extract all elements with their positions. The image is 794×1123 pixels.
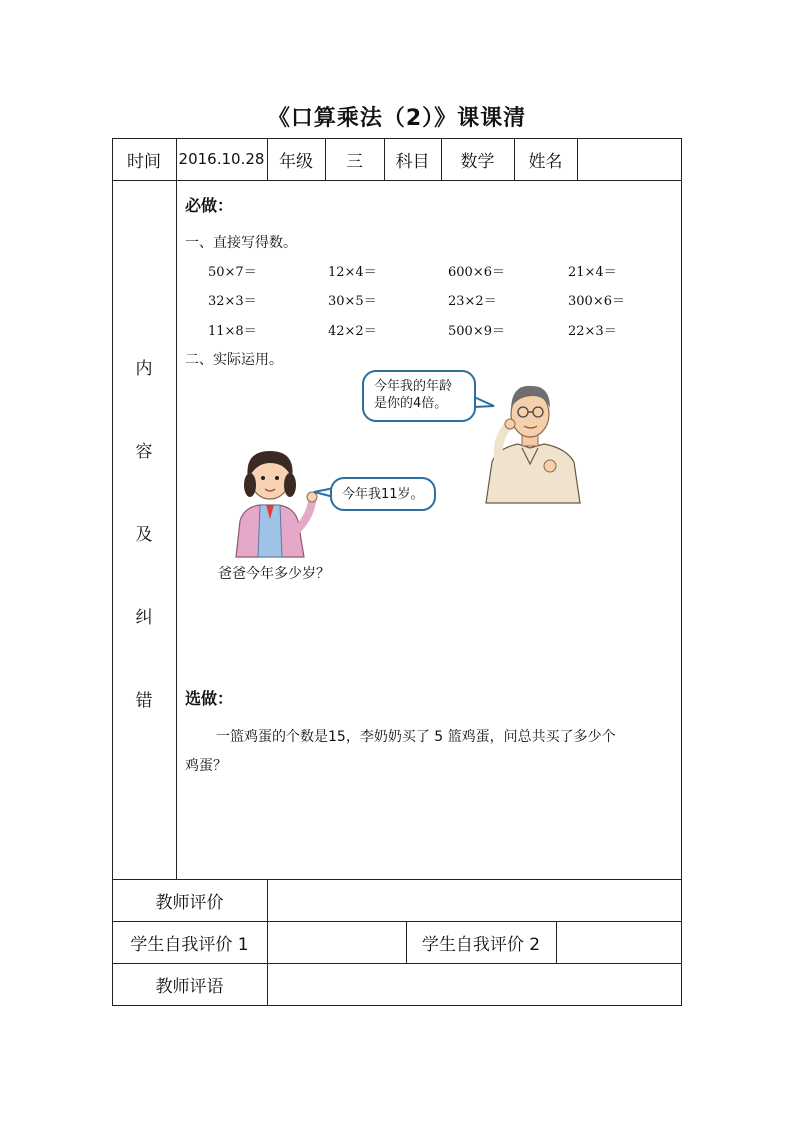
problem: 300×6＝: [568, 294, 625, 309]
time-label: 时间: [127, 151, 161, 172]
self-eval-2-label: 学生自我评价 2: [421, 934, 541, 955]
side-label-char: 纠: [135, 608, 153, 628]
side-label-char: 及: [135, 525, 153, 545]
girl-illustration: [230, 447, 320, 557]
problem: 42×2＝: [328, 324, 377, 339]
divider: [112, 180, 682, 181]
girl-speech-bubble: 今年我11岁。: [330, 477, 436, 511]
speech-bubble-tail: [474, 396, 496, 410]
problem: 11×8＝: [208, 324, 257, 339]
problem: 23×2＝: [448, 294, 497, 309]
optional-text: 一篮鸡蛋的个数是15，李奶奶买了 5 篮鸡蛋，问总共买了多少个: [216, 729, 616, 745]
name-label: 姓名: [528, 151, 563, 172]
teacher-comment-field[interactable]: [267, 963, 682, 1006]
teacher-comment-label: 教师评语: [155, 977, 224, 997]
required-heading: 必做：: [185, 196, 234, 215]
subject-label: 科目: [395, 151, 430, 172]
name-field[interactable]: [577, 138, 682, 180]
question-text: 爸爸今年多少岁？: [218, 566, 330, 582]
problem: 600×6＝: [448, 265, 505, 280]
father-speech-bubble: [362, 370, 476, 422]
self-eval-1-field[interactable]: [267, 921, 406, 963]
page-title: 《口算乘法（2）》课课清: [267, 106, 527, 131]
problem: 32×3＝: [208, 294, 257, 309]
part1-heading: 一、直接写得数。: [185, 235, 297, 251]
problem: 22×3＝: [568, 324, 617, 339]
optional-text: 鸡蛋？: [185, 758, 227, 774]
self-eval-1-label: 学生自我评价 1: [130, 934, 249, 955]
divider: [176, 138, 177, 880]
side-label-char: 错: [135, 691, 153, 711]
teacher-eval-label: 教师评价: [155, 892, 224, 913]
self-eval-2-field[interactable]: [556, 921, 682, 963]
father-speech-line: 今年我的年龄: [374, 379, 453, 394]
grade-value: 三: [346, 151, 363, 172]
problem: 12×4＝: [328, 265, 377, 280]
problem: 50×7＝: [208, 265, 257, 280]
date-value: 2016.10.28: [178, 150, 265, 168]
father-speech-line: 是你的4倍。: [374, 396, 448, 411]
optional-heading: 选做：: [185, 689, 234, 708]
problem: 21×4＝: [568, 265, 617, 280]
side-label-char: 内: [135, 359, 153, 379]
subject-value: 数学: [460, 151, 495, 172]
problem: 500×9＝: [448, 324, 505, 339]
side-label-char: 容: [135, 442, 153, 462]
teacher-eval-field[interactable]: [267, 879, 682, 921]
grade-label: 年级: [279, 151, 313, 172]
problem: 30×5＝: [328, 294, 377, 309]
part2-heading: 二、实际运用。: [185, 352, 283, 368]
